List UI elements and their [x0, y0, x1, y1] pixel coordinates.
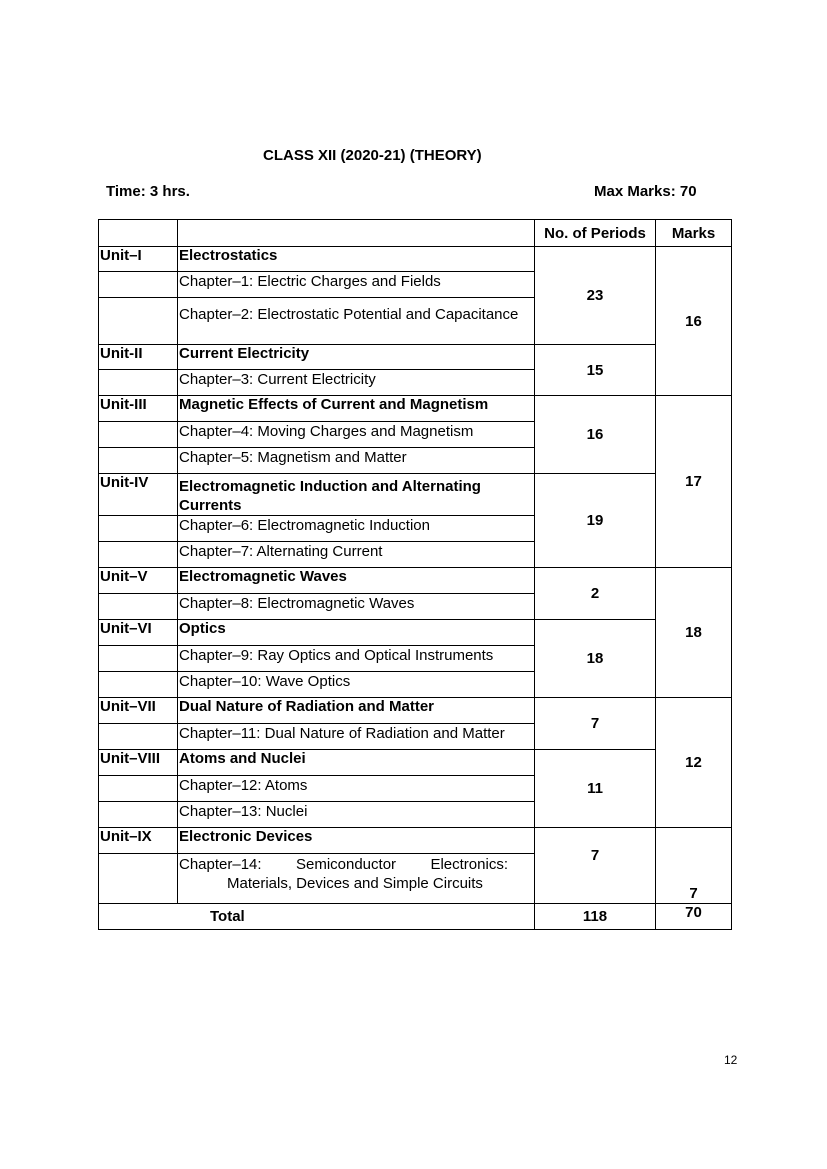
chapter-cell: Chapter–8: Electromagnetic Waves [178, 594, 535, 620]
unit-label: Unit–V [99, 568, 178, 594]
chapter-cell: Chapter–9: Ray Optics and Optical Instruments [178, 646, 535, 672]
table-row [99, 396, 732, 422]
unit-topic: Magnetic Effects of Current and Magnetism [178, 396, 535, 422]
marks-cell: 12 [656, 698, 732, 828]
unit-label: Unit-II [99, 345, 178, 370]
table-row [99, 474, 732, 516]
unit-label: Unit–VIII [99, 750, 178, 776]
unit-blank [99, 646, 178, 672]
chapter-cell: Chapter–7: Alternating Current [178, 542, 535, 568]
unit-blank [99, 802, 178, 828]
periods-cell: 2 [535, 568, 656, 620]
periods-cell: 23 [535, 247, 656, 345]
chapter-cell: Chapter–3: Current Electricity [178, 370, 535, 396]
table-row [99, 620, 732, 646]
unit-topic: Electromagnetic Induction and Alternating Currents [178, 474, 535, 516]
chapter-line: Materials, Devices and Simple Circuits [227, 875, 483, 892]
table-header-row [99, 220, 732, 247]
marks-cell: 7 [656, 828, 732, 904]
chapter-cell: Chapter–13: Nuclei [178, 802, 535, 828]
unit-blank [99, 370, 178, 396]
chapter-cell: Chapter–10: Wave Optics [178, 672, 535, 698]
unit-topic: Electrostatics [178, 247, 535, 272]
periods-cell: 7 [535, 698, 656, 750]
total-label: Total [99, 904, 535, 930]
total-periods: 118 [535, 904, 656, 930]
chapter-cell: Chapter–4: Moving Charges and Magnetism [178, 422, 535, 448]
table-row [99, 247, 732, 272]
page-number: 12 [724, 1053, 738, 1067]
unit-blank [99, 516, 178, 542]
chapter-cell: Chapter–12: Atoms [178, 776, 535, 802]
max-marks-label: Max Marks: 70 [594, 183, 697, 200]
unit-blank [99, 672, 178, 698]
chapter-cell: Chapter–6: Electromagnetic Induction [178, 516, 535, 542]
unit-blank [99, 594, 178, 620]
periods-cell: 18 [535, 620, 656, 698]
unit-blank [99, 272, 178, 298]
unit-label: Unit–VI [99, 620, 178, 646]
marks-cell: 16 [656, 247, 732, 396]
table-row [99, 750, 732, 776]
chapter-cell: Chapter–1: Electric Charges and Fields [178, 272, 535, 298]
unit-topic: Electromagnetic Waves [178, 568, 535, 594]
unit-topic: Dual Nature of Radiation and Matter [178, 698, 535, 724]
unit-label: Unit–IX [99, 828, 178, 854]
table-row [99, 828, 732, 854]
unit-blank [99, 542, 178, 568]
chapter-line: Chapter–14: Semiconductor Electronics: [179, 856, 508, 873]
marks-cell: 17 [656, 396, 732, 568]
unit-blank [99, 854, 178, 904]
table-row [99, 345, 732, 370]
unit-blank [99, 448, 178, 474]
unit-label: Unit–VII [99, 698, 178, 724]
header-blank-topic [178, 220, 535, 247]
chapter-cell [178, 854, 535, 904]
unit-topic: Atoms and Nuclei [178, 750, 535, 776]
marks-cell: 18 [656, 568, 732, 698]
chapter-cell: Chapter–5: Magnetism and Matter [178, 448, 535, 474]
table-row [99, 698, 732, 724]
periods-cell: 7 [535, 828, 656, 904]
unit-blank [99, 724, 178, 750]
page-title: CLASS XII (2020-21) (THEORY) [263, 147, 482, 164]
unit-blank [99, 298, 178, 345]
periods-cell: 16 [535, 396, 656, 474]
total-marks: 70 [656, 904, 732, 930]
periods-cell: 11 [535, 750, 656, 828]
total-row [99, 904, 732, 930]
periods-cell: 15 [535, 345, 656, 396]
unit-topic: Electronic Devices [178, 828, 535, 854]
unit-blank [99, 776, 178, 802]
syllabus-table [98, 219, 732, 930]
unit-label: Unit-IV [99, 474, 178, 516]
chapter-cell: Chapter–11: Dual Nature of Radiation and Matter [178, 724, 535, 750]
unit-blank [99, 422, 178, 448]
chapter-cell: Chapter–2: Electrostatic Potential and Capacitance [178, 298, 535, 345]
table-row [99, 568, 732, 594]
unit-topic: Optics [178, 620, 535, 646]
unit-topic: Current Electricity [178, 345, 535, 370]
time-label: Time: 3 hrs. [106, 183, 190, 200]
header-periods: No. of Periods [535, 220, 656, 247]
header-blank-unit [99, 220, 178, 247]
header-marks: Marks [656, 220, 732, 247]
unit-label: Unit–I [99, 247, 178, 272]
periods-cell: 19 [535, 474, 656, 568]
unit-label: Unit-III [99, 396, 178, 422]
